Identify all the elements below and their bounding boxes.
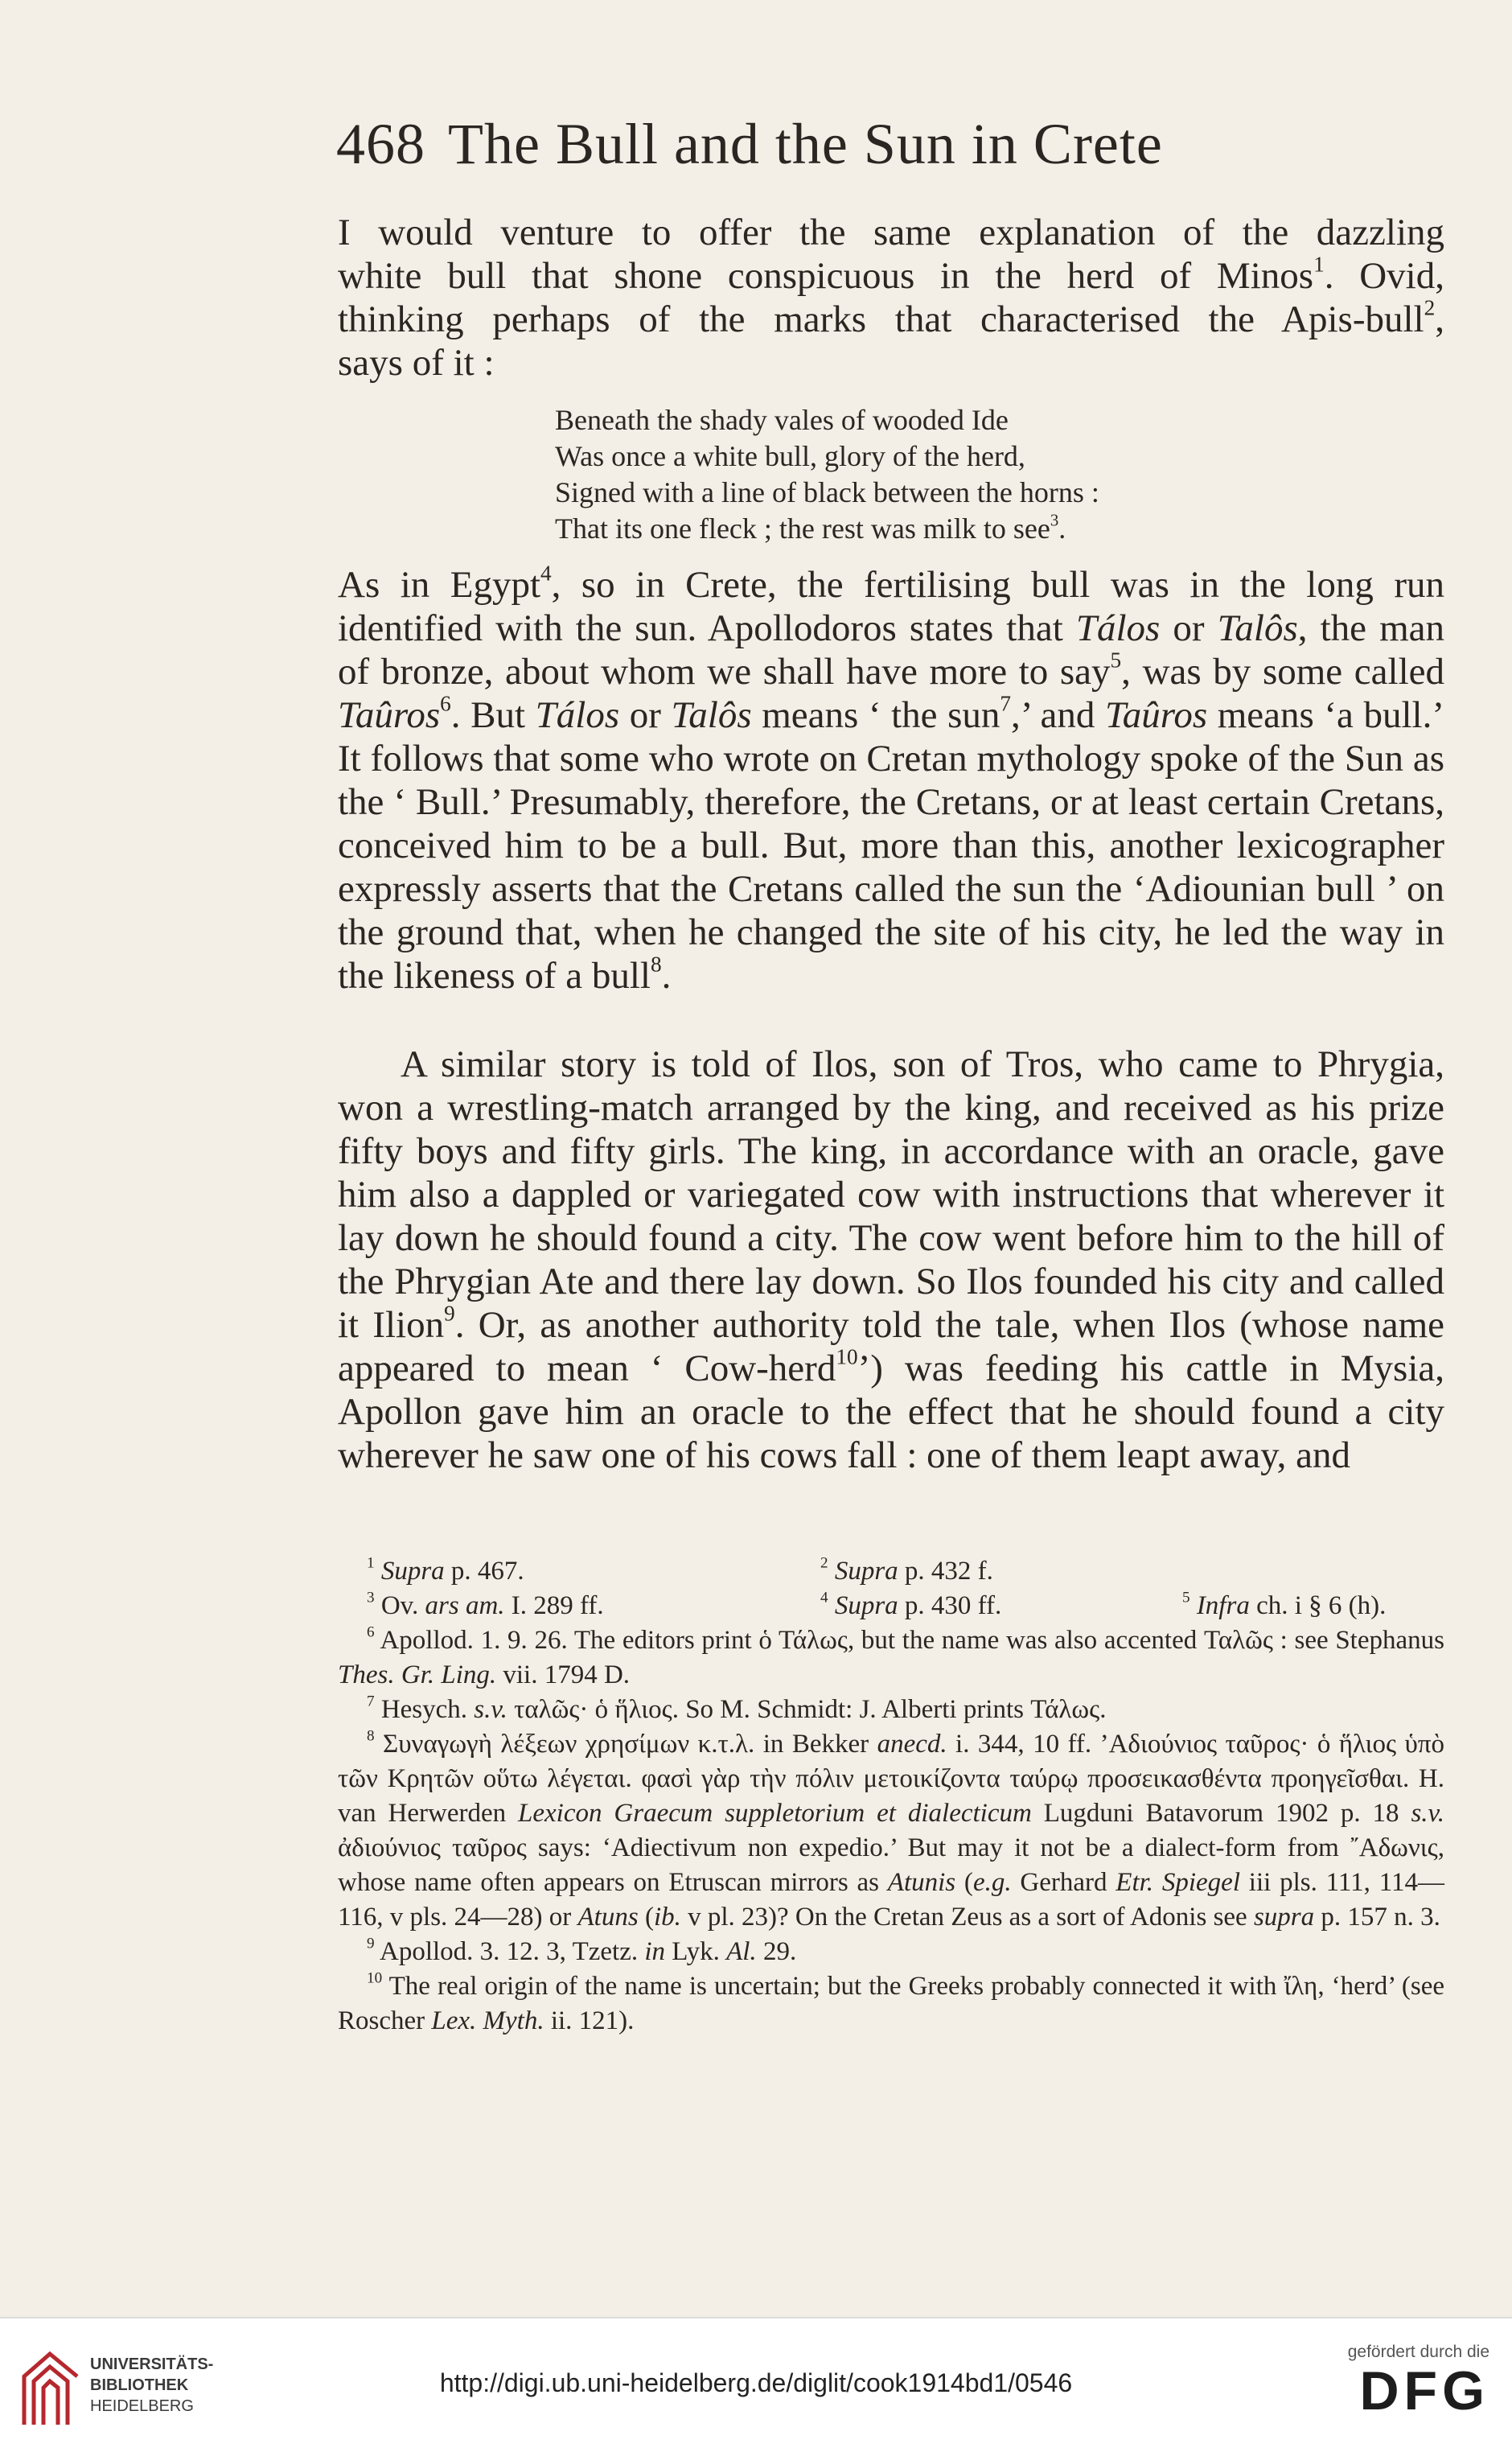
running-header	[336, 111, 1446, 178]
verse-quotation	[555, 402, 1480, 547]
footnote-ref[interactable]: 7	[1000, 691, 1012, 716]
paragraph-1	[338, 211, 1444, 385]
paragraph-1-line: white bull that shone conspicuous in the herd of Minos$^1$. Ovid,	[338, 252, 1444, 297]
footnote-row	[338, 1554, 1444, 1589]
paragraph-3: A similar story is told of Ilos, son of Tros, who came to Phrygia, won a wrestling-match arranged by the king, and received as his prize fifty boys and fifty girls. The king, in accordance with an oracle, gave him also a dappled or variegated cow with instructions that wherever it lay down he should found a city. The cow went before him to the hill of the Phrygian Ate and there lay down. So Ilos founded his city and called it Ilion$^9$. Or, as another authority told the tale, when Ilos (whose name appeared to mean ‘ Cow-herd$^{10}$’) was feeding his cattle in Mysia, Apollon gave him an oracle to the effect that he should found a city wherever he saw one of his cows fall : one of them leapt away, and	[338, 1043, 1444, 1476]
footnote-row	[338, 1589, 1444, 1623]
verse-line: Signed with a line of black between the horns :	[555, 476, 1099, 508]
paragraph-2: As in Egypt$^4$, so in Crete, the fertilising bull was in the long run identified with the sun. Apollodoros states that Tálos or Talôs, the man of bronze, about whom we shall have more to say$^5$, was by some called Taûros$^6$. But Tálos or Talôs means ‘ the sun$^7$,’ and Taûros means ‘a bull.’ It follows that some who wrote on Cretan mythology spoke of the Sun as the ‘ Bull.’ Presumably, therefore, the Cretans, or at least certain Cretans, conceived him to be a bull. But, more than this, another lexicographer expressly asserts that the Cretans called the sun the ‘Adiounian bull ’ on the ground that, when he changed the site of his city, he led the way in the likeness of a bull$^8$.	[338, 561, 1444, 997]
paragraph-1-line: I would venture to offer the same explanation of the dazzling	[338, 212, 1444, 253]
footnote-7: $^7$ Hesych. s.v. ταλῶς· ὁ ἥλιος. So M. Schmidt: J. Alberti prints Τάλως.	[367, 1693, 1107, 1724]
verse-line: Beneath the shady vales of wooded Ide	[555, 404, 1009, 436]
funded-by-label: gefördert durch die	[1347, 2343, 1489, 2361]
footnote-ref[interactable]: 9	[444, 1301, 455, 1326]
footnote-ref[interactable]: 6	[440, 691, 451, 716]
footnote-6: $^6$ Apollod. 1. 9. 26. The editors print ὁ Τάλως, but the name was also accented Ταλῶς : see Stephanus Thes. Gr. Ling. vii. 1794 D.	[338, 1623, 1444, 1689]
footnote-ref[interactable]: 8	[650, 952, 662, 977]
page-title: The Bull and the Sun in Crete	[448, 112, 1163, 176]
paragraph-1-line: says of it :	[338, 342, 495, 384]
footnote-5: $^5$ Infra ch. i § 6 (h).	[1182, 1589, 1387, 1620]
footnote-ref[interactable]: 1	[1313, 252, 1325, 277]
verse-line: Was once a white bull, glory of the herd,	[555, 440, 1025, 472]
footnote-9: $^9$ Apollod. 3. 12. 3, Tzetz. in Lyk. Al. 29.	[367, 1935, 797, 1966]
footnotes	[338, 1554, 1444, 2039]
paragraph-1-line: thinking perhaps of the marks that characterised the Apis-bull$^2$,	[338, 295, 1444, 340]
viewer-footer	[0, 2317, 1512, 2448]
verse-line: That its one fleck ; the rest was milk to see$^3$.	[555, 510, 1066, 545]
document-url[interactable]: http://digi.ub.uni-heidelberg.de/diglit/cook1914bd1/0546	[439, 2368, 1073, 2397]
footnote-1: $^1$ Supra p. 467.	[367, 1554, 524, 1586]
footnote-4: $^4$ Supra p. 430 ff.	[820, 1589, 1002, 1620]
footnote-ref[interactable]: 4	[540, 561, 552, 586]
funder-credit	[1348, 2343, 1489, 2420]
dfg-logo[interactable]: DFG	[1359, 2360, 1489, 2421]
footnote-8: $^8$ Συναγωγὴ λέξεων χρησίμων κ.τ.λ. in Bekker anecd. i. 344, 10 ff. ’Αδιούνιος ταῦρος· ὁ ἥλιος ὑπὸ τῶν Κρητῶν οὕτω λέγεται. φασὶ γὰρ τὴν πόλιν μετοικίζοντα ταύρῳ προσεικασθέντα προηγεῖσθαι. H. van Herwerden Lexicon Graecum suppletorium et dialecticum Lugduni Batavorum 1902 p. 18 s.v. ἀδιούνιος ταῦρος says: ‘Adiectivum non expedio.’ But may it not be a dialect-form from ῎Αδωνις, whose name often appears on Etruscan mirrors as Atunis (e.g. Gerhard Etr. Spiegel iii pls. 111, 114—116, v pls. 24—28) or Atuns (ib. v pl. 23)? On the Cretan Zeus as a sort of Adonis see supra p. 157 n. 3.	[338, 1727, 1444, 1932]
footnote-ref[interactable]: 10	[836, 1344, 858, 1369]
page-number: 468	[336, 112, 425, 176]
footnote-ref[interactable]: 3	[1050, 510, 1059, 530]
footnote-ref[interactable]: 2	[1424, 295, 1436, 320]
footnote-10: $^{10}$ The real origin of the name is uncertain; but the Greeks probably connected it with ἴλη, ‘herd’ (see Roscher Lex. Myth. ii. 121).	[338, 1969, 1444, 2035]
footnote-2: $^2$ Supra p. 432 f.	[820, 1554, 993, 1586]
footnote-3: $^3$ Ov. ars am. I. 289 ff.	[367, 1589, 604, 1620]
footnote-ref[interactable]: 5	[1110, 648, 1122, 673]
library-name: UNIVERSITÄTS- BIBLIOTHEK HEIDELBERG	[90, 2355, 214, 2415]
